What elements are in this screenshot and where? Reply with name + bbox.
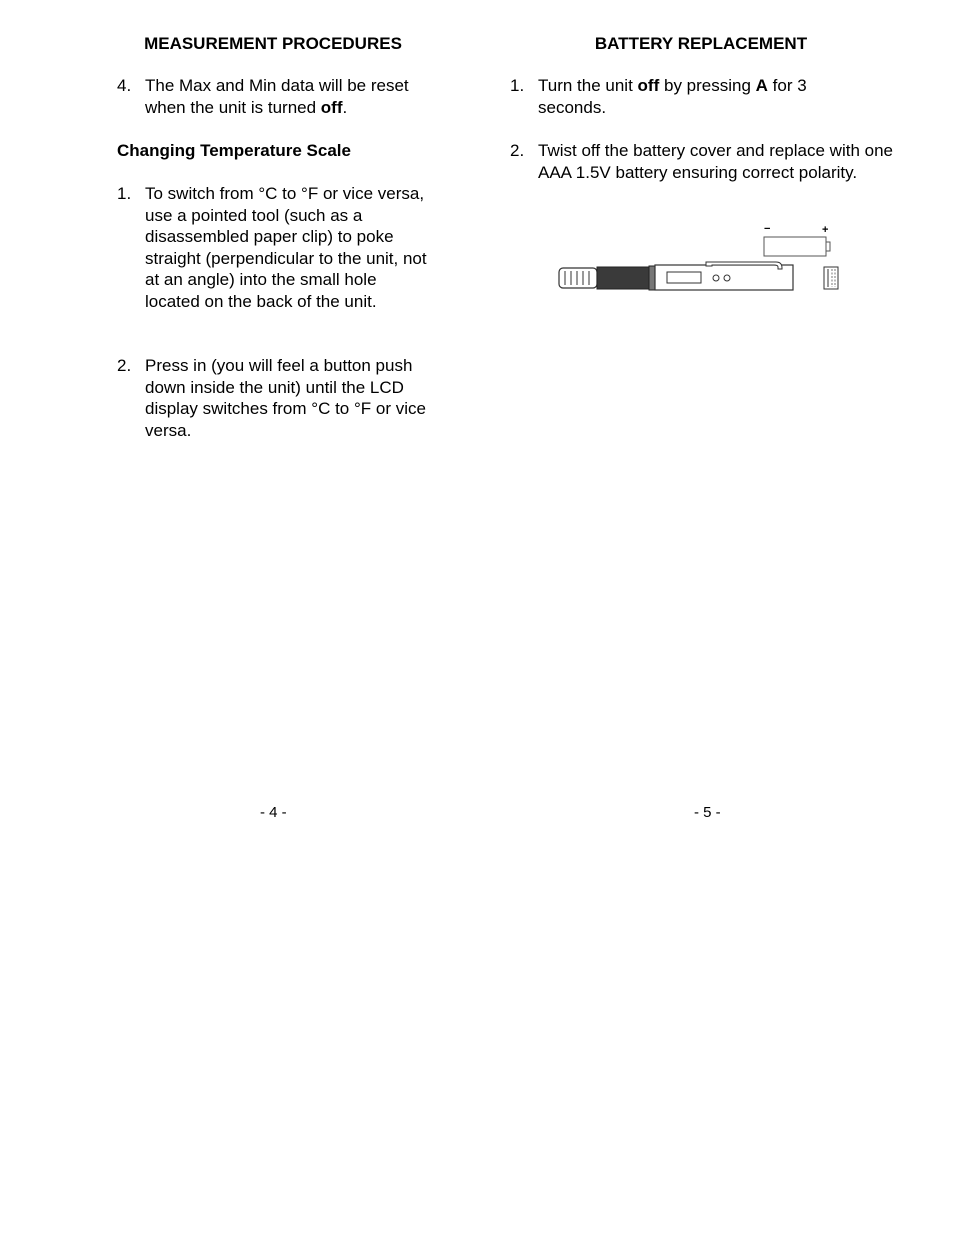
item-number: 2.: [117, 356, 132, 375]
item-text: Twist off the battery cover and replace with one AAA 1.5V battery ensuring correct polarity.: [538, 141, 893, 182]
battery-icon: [764, 223, 830, 256]
item-number: 4.: [117, 76, 132, 95]
battery-minus-label: −: [764, 223, 771, 235]
item-text: The Max and Min data will be reset when the unit is turned off.: [145, 76, 409, 117]
item-text: To switch from °C to °F or vice versa, use a pointed tool (such as a disassembled paper clip) to poke straight (perpendicular to the unit, not at an angle) into the small hole located on the back of the unit.: [145, 184, 427, 311]
item-number: 1.: [510, 76, 525, 95]
section-subheading: Changing Temperature Scale: [117, 141, 351, 160]
item-text: Press in (you will feel a button push down inside the unit) until the LCD display switches from °C to °F or vice versa.: [145, 356, 426, 440]
item-number: 2.: [510, 141, 525, 160]
list-item-reset: [117, 75, 437, 119]
right-heading: BATTERY REPLACEMENT: [594, 34, 808, 53]
item-number: 1.: [117, 184, 132, 203]
list-item-turn-off: [510, 75, 890, 119]
left-heading: MEASUREMENT PROCEDURES: [144, 34, 402, 53]
page-number-left: - 4 -: [260, 804, 287, 821]
list-item-replace-battery: [510, 140, 900, 206]
meter-unit-drawing: [559, 262, 838, 290]
battery-replacement-figure: [556, 222, 846, 296]
list-item-press-in: [117, 355, 437, 445]
page-number-right: - 5 -: [694, 804, 721, 821]
battery-plus-label: +: [822, 224, 829, 236]
item-text: Turn the unit off by pressing A for 3 seconds.: [538, 76, 831, 117]
list-item-switch-scale: [117, 183, 437, 335]
